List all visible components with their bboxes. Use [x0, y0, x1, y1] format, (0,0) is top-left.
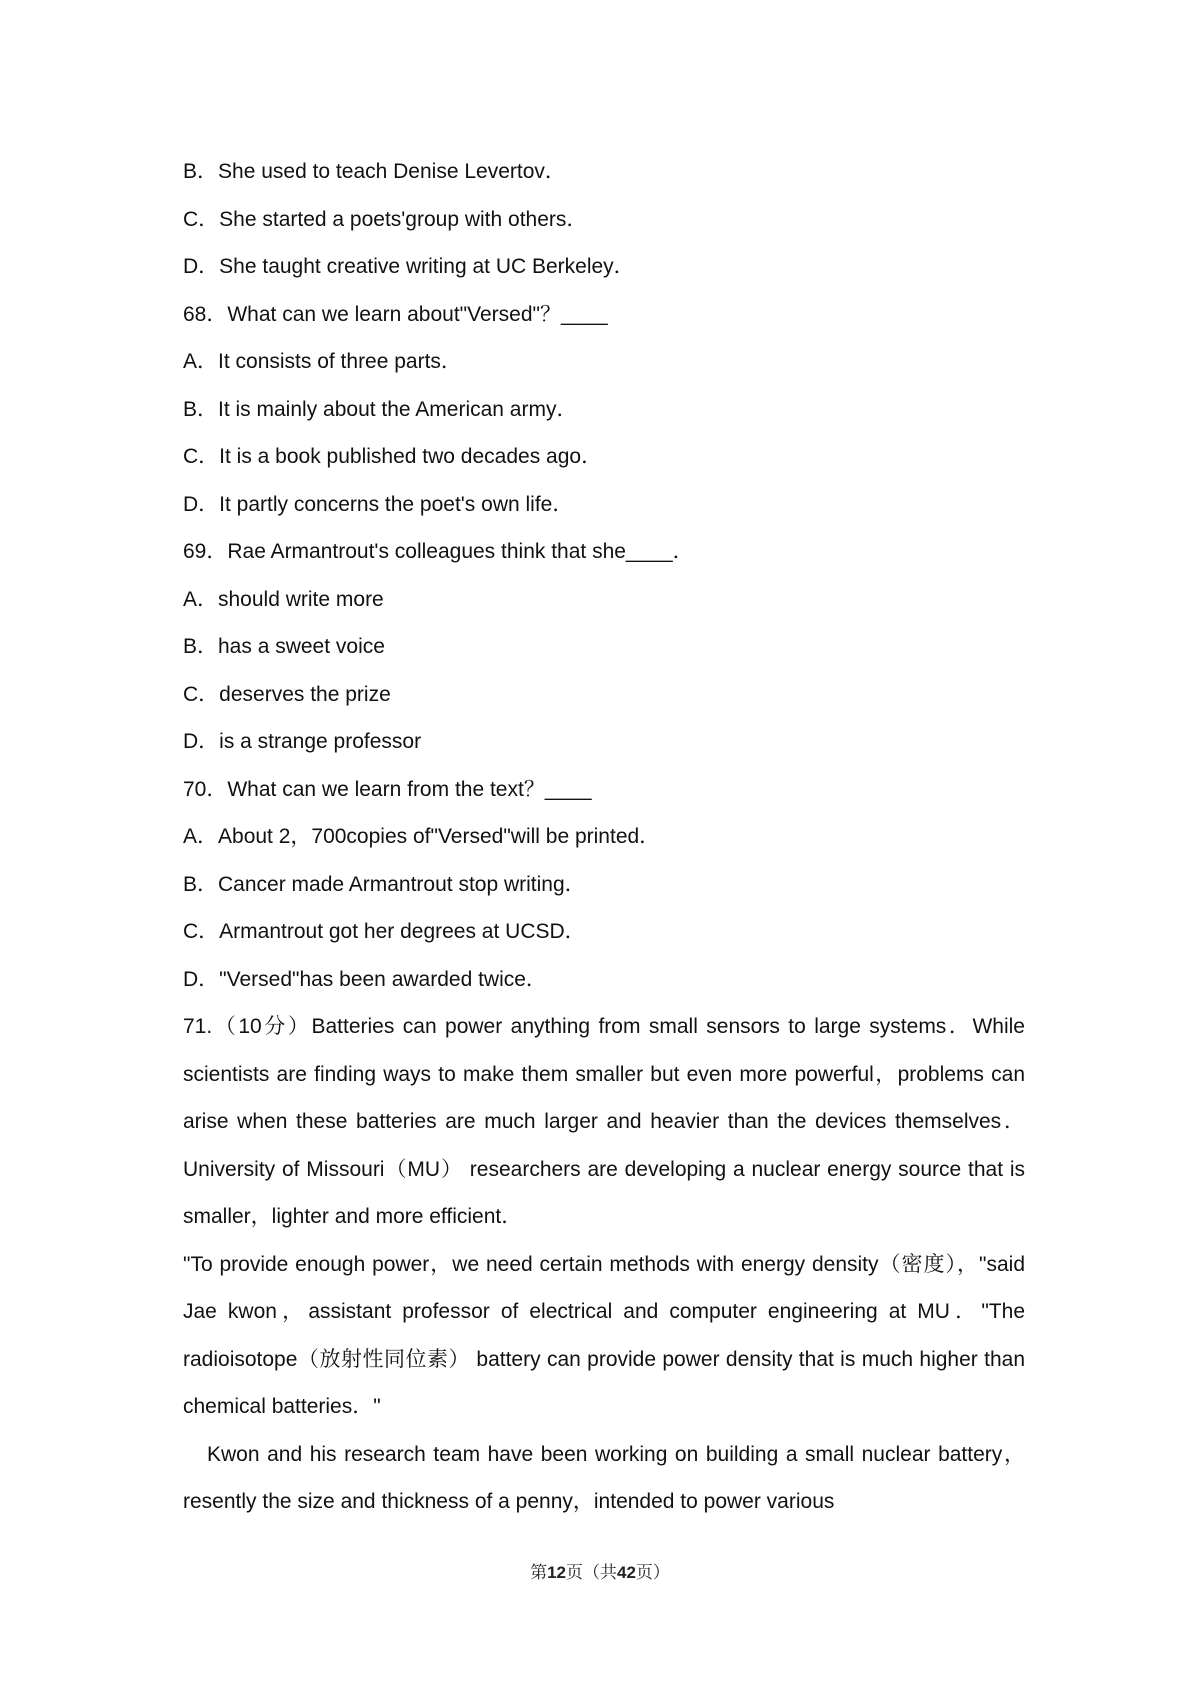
- footer-middle: 页（共: [566, 1563, 617, 1583]
- footer-prefix: 第: [530, 1563, 548, 1583]
- passage-71-paragraph-1: 71.（10分）Batteries can power anything from small sensors to large systems．While scientists are finding ways to make them smaller but even more powerful，problems can arise when these batteries are much larger and heavier than the devices themselves．University of Missouri（MU） researchers are developing a nuclear energy source that is smaller，lighter and more efficient．: [183, 1015, 1025, 1228]
- passage-71-paragraph-3: Kwon and his research team have been working on building a small nuclear battery，resently the size and thickness of a penny，intended to power various: [183, 1442, 1025, 1513]
- option-d-q68: D．It partly concerns the poet's own life．: [183, 492, 574, 516]
- option-d-q70: D．"Versed"has been awarded twice．: [183, 967, 547, 991]
- option-b-q69: B．has a sweet voice: [183, 635, 385, 658]
- option-b-q70: B．Cancer made Armantrout stop writing．: [183, 872, 586, 896]
- footer-suffix: 页）: [635, 1563, 670, 1583]
- question-68: 68．What can we learn about"Versed"？____: [183, 302, 608, 326]
- question-69: 69．Rae Armantrout's colleagues think that she____．: [183, 540, 694, 563]
- option-c-q69: C．deserves the prize: [183, 682, 391, 706]
- option-a-q68: A．It consists of three parts．: [183, 350, 462, 373]
- option-c-q70: C．Armantrout got her degrees at UCSD．: [183, 920, 586, 943]
- option-c-q67: C．She started a poets'group with others．: [183, 207, 588, 231]
- option-d-q69: D．is a strange professor: [183, 730, 422, 753]
- option-d-q67: D．She taught creative writing at UC Berkeley．: [183, 255, 635, 278]
- option-b-q68: B．It is mainly about the American army．: [183, 397, 578, 421]
- option-a-q69: A．should write more: [183, 587, 384, 611]
- question-70: 70．What can we learn from the text？____: [183, 777, 592, 801]
- footer-total-pages: 42: [617, 1563, 636, 1582]
- footer-page-number: 12: [547, 1563, 566, 1582]
- option-a-q70: A．About 2，700copies of"Versed"will be printed．: [183, 825, 661, 848]
- page-content: [183, 148, 1025, 1526]
- option-b-q67: B．She used to teach Denise Levertov．: [183, 160, 566, 183]
- option-c-q68: C．It is a book published two decades ago．: [183, 445, 603, 468]
- page-footer: [0, 1558, 1200, 1583]
- passage-71-paragraph-2: "To provide enough power，we need certain methods with energy density（密度），"said Jae kwon，assistant professor of electrical and computer engineering at MU．"The radioisotope（放射性同位素） battery can provide power density that is much higher than chemical batteries．": [183, 1252, 1025, 1418]
